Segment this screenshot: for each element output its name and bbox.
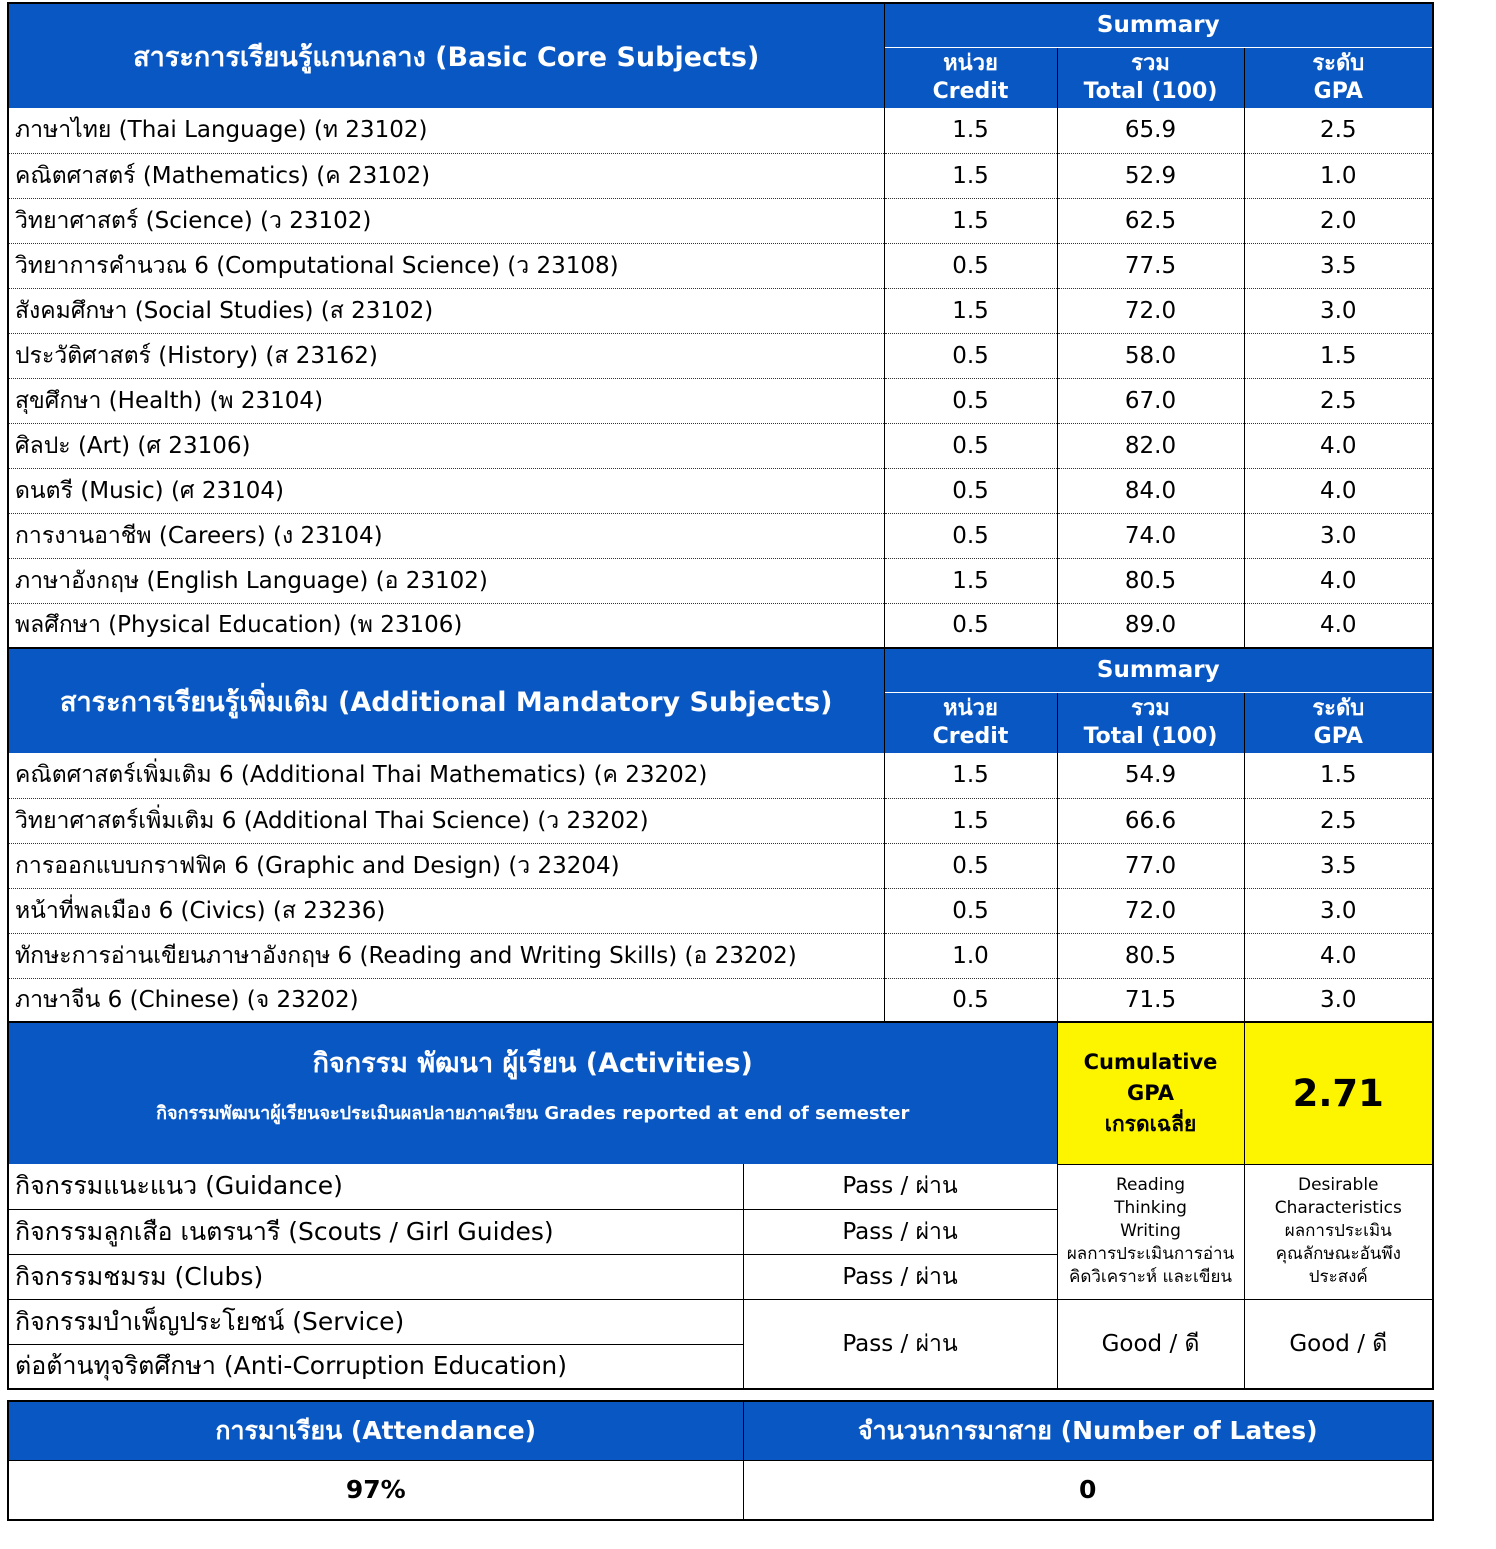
credit-cell: 1.5 [884,798,1057,843]
cumulative-gpa-value: 2.71 [1244,1022,1433,1164]
grades-table [7,2,1434,1024]
gpa-cell: 3.0 [1244,513,1433,558]
core-summary-header: Summary [884,3,1433,47]
lates-value: 0 [743,1460,1433,1520]
activities-title: กิจกรรม พัฒนา ผู้เรียน (Activities) [312,1048,753,1079]
total-cell: 72.0 [1057,288,1244,333]
table-row [8,888,1433,933]
credit-cell: 1.5 [884,288,1057,333]
total-cell: 72.0 [1057,888,1244,933]
additional-total-header: รวม Total (100) [1057,692,1244,753]
activity-name: กิจกรรมชมรม (Clubs) [8,1254,743,1299]
total-cell: 82.0 [1057,423,1244,468]
total-cell: 74.0 [1057,513,1244,558]
table-row [8,243,1433,288]
subject-name: คณิตศาสตร์ (Mathematics) (ค 23102) [8,153,884,198]
subject-name: ดนตรี (Music) (ศ 23104) [8,468,884,513]
gpa-cell: 2.5 [1244,798,1433,843]
core-total-header: รวม Total (100) [1057,47,1244,108]
subject-name: ทักษะการอ่านเขียนภาษาอังกฤษ 6 (Reading and Writing Skills) (อ 23202) [8,933,884,978]
activity-name: กิจกรรมแนะแนว (Guidance) [8,1164,743,1209]
credit-cell: 1.5 [884,198,1057,243]
activity-name: ต่อต้านทุจริตศึกษา (Anti-Corruption Education) [8,1344,743,1389]
subject-name: คณิตศาสตร์เพิ่มเติม 6 (Additional Thai Mathematics) (ค 23202) [8,753,884,798]
credit-cell: 0.5 [884,333,1057,378]
credit-cell: 0.5 [884,843,1057,888]
core-section-title: สาระการเรียนรู้แกนกลาง (Basic Core Subjects) [8,3,884,108]
gpa-cell: 3.5 [1244,843,1433,888]
gpa-cell: 4.0 [1244,558,1433,603]
credit-cell: 0.5 [884,378,1057,423]
gpa-cell: 1.0 [1244,153,1433,198]
attendance-table [7,1400,1434,1521]
subject-name: สุขศึกษา (Health) (พ 23104) [8,378,884,423]
gpa-cell: 3.0 [1244,288,1433,333]
total-cell: 71.5 [1057,978,1244,1023]
gpa-cell: 4.0 [1244,468,1433,513]
activities-subtitle: กิจกรรมพัฒนาผู้เรียนจะประเมินผลปลายภาคเรียน Grades reported at end of semester [156,1103,910,1124]
total-cell: 66.6 [1057,798,1244,843]
gpa-cell: 2.0 [1244,198,1433,243]
activities-table [7,1021,1434,1390]
core-credit-header: หน่วย Credit [884,47,1057,108]
table-row [8,108,1433,153]
additional-section-title: สาระการเรียนรู้เพิ่มเติม (Additional Mandatory Subjects) [8,648,884,753]
total-cell: 62.5 [1057,198,1244,243]
subject-name: การงานอาชีพ (Careers) (ง 23104) [8,513,884,558]
table-row [8,843,1433,888]
table-row [8,153,1433,198]
total-cell: 84.0 [1057,468,1244,513]
cumulative-gpa-label: Cumulative GPA เกรดเฉลี่ย [1057,1022,1244,1164]
activity-result-combined: Pass / ผ่าน [743,1299,1057,1389]
credit-cell: 0.5 [884,978,1057,1023]
credit-cell: 1.0 [884,933,1057,978]
subject-name: การออกแบบกราฟฟิค 6 (Graphic and Design) (ว 23204) [8,843,884,888]
subject-name: ภาษาจีน 6 (Chinese) (จ 23202) [8,978,884,1023]
activity-name: กิจกรรมบำเพ็ญประโยชน์ (Service) [8,1299,743,1344]
activities-header [8,1022,1057,1164]
table-row [8,423,1433,468]
gpa-cell: 3.0 [1244,978,1433,1023]
subject-name: วิทยาการคำนวณ 6 (Computational Science) (ว 23108) [8,243,884,288]
credit-cell: 0.5 [884,513,1057,558]
credit-cell: 0.5 [884,468,1057,513]
table-row [8,603,1433,648]
table-row [8,558,1433,603]
desirable-characteristics-value: Good / ดี [1244,1299,1433,1389]
table-row [8,468,1433,513]
lates-label: จำนวนการมาสาย (Number of Lates) [743,1401,1433,1460]
subject-name: วิทยาศาสตร์ (Science) (ว 23102) [8,198,884,243]
activity-result: Pass / ผ่าน [743,1209,1057,1254]
credit-cell: 0.5 [884,243,1057,288]
total-cell: 58.0 [1057,333,1244,378]
total-cell: 67.0 [1057,378,1244,423]
total-cell: 80.5 [1057,933,1244,978]
activity-result: Pass / ผ่าน [743,1254,1057,1299]
gpa-cell: 2.5 [1244,378,1433,423]
subject-name: สังคมศึกษา (Social Studies) (ส 23102) [8,288,884,333]
subject-name: พลศึกษา (Physical Education) (พ 23106) [8,603,884,648]
desirable-characteristics-label: Desirable Characteristics ผลการประเมิน คุณลักษณะอันพึง ประสงค์ [1244,1164,1433,1299]
table-row [8,333,1433,378]
table-row [8,198,1433,243]
table-row [8,978,1433,1023]
total-cell: 80.5 [1057,558,1244,603]
subject-name: หน้าที่พลเมือง 6 (Civics) (ส 23236) [8,888,884,933]
gpa-cell: 3.5 [1244,243,1433,288]
subject-name: ภาษาไทย (Thai Language) (ท 23102) [8,108,884,153]
attendance-value: 97% [8,1460,743,1520]
total-cell: 54.9 [1057,753,1244,798]
attendance-label: การมาเรียน (Attendance) [8,1401,743,1460]
total-cell: 65.9 [1057,108,1244,153]
subject-name: ศิลปะ (Art) (ศ 23106) [8,423,884,468]
reading-thinking-writing-label: Reading Thinking Writing ผลการประเมินการอ่าน คิดวิเคราะห์ และเขียน [1057,1164,1244,1299]
gpa-cell: 2.5 [1244,108,1433,153]
gpa-cell: 4.0 [1244,603,1433,648]
subject-name: วิทยาศาสตร์เพิ่มเติม 6 (Additional Thai Science) (ว 23202) [8,798,884,843]
gpa-cell: 4.0 [1244,423,1433,468]
activity-result: Pass / ผ่าน [743,1164,1057,1209]
subject-name: ภาษาอังกฤษ (English Language) (อ 23102) [8,558,884,603]
reading-thinking-writing-value: Good / ดี [1057,1299,1244,1389]
additional-credit-header: หน่วย Credit [884,692,1057,753]
total-cell: 77.5 [1057,243,1244,288]
gpa-cell: 3.0 [1244,888,1433,933]
total-cell: 77.0 [1057,843,1244,888]
additional-gpa-header: ระดับ GPA [1244,692,1433,753]
credit-cell: 0.5 [884,423,1057,468]
table-row [8,798,1433,843]
credit-cell: 0.5 [884,888,1057,933]
gpa-cell: 1.5 [1244,753,1433,798]
table-row [8,753,1433,798]
table-row [8,513,1433,558]
total-cell: 52.9 [1057,153,1244,198]
credit-cell: 1.5 [884,108,1057,153]
total-cell: 89.0 [1057,603,1244,648]
credit-cell: 1.5 [884,558,1057,603]
gpa-cell: 1.5 [1244,333,1433,378]
subject-name: ประวัติศาสตร์ (History) (ส 23162) [8,333,884,378]
table-row [8,378,1433,423]
additional-summary-header: Summary [884,648,1433,692]
credit-cell: 1.5 [884,753,1057,798]
table-row [8,933,1433,978]
core-gpa-header: ระดับ GPA [1244,47,1433,108]
credit-cell: 0.5 [884,603,1057,648]
credit-cell: 1.5 [884,153,1057,198]
gpa-cell: 4.0 [1244,933,1433,978]
table-row [8,288,1433,333]
activity-name: กิจกรรมลูกเสือ เนตรนารี (Scouts / Girl Guides) [8,1209,743,1254]
